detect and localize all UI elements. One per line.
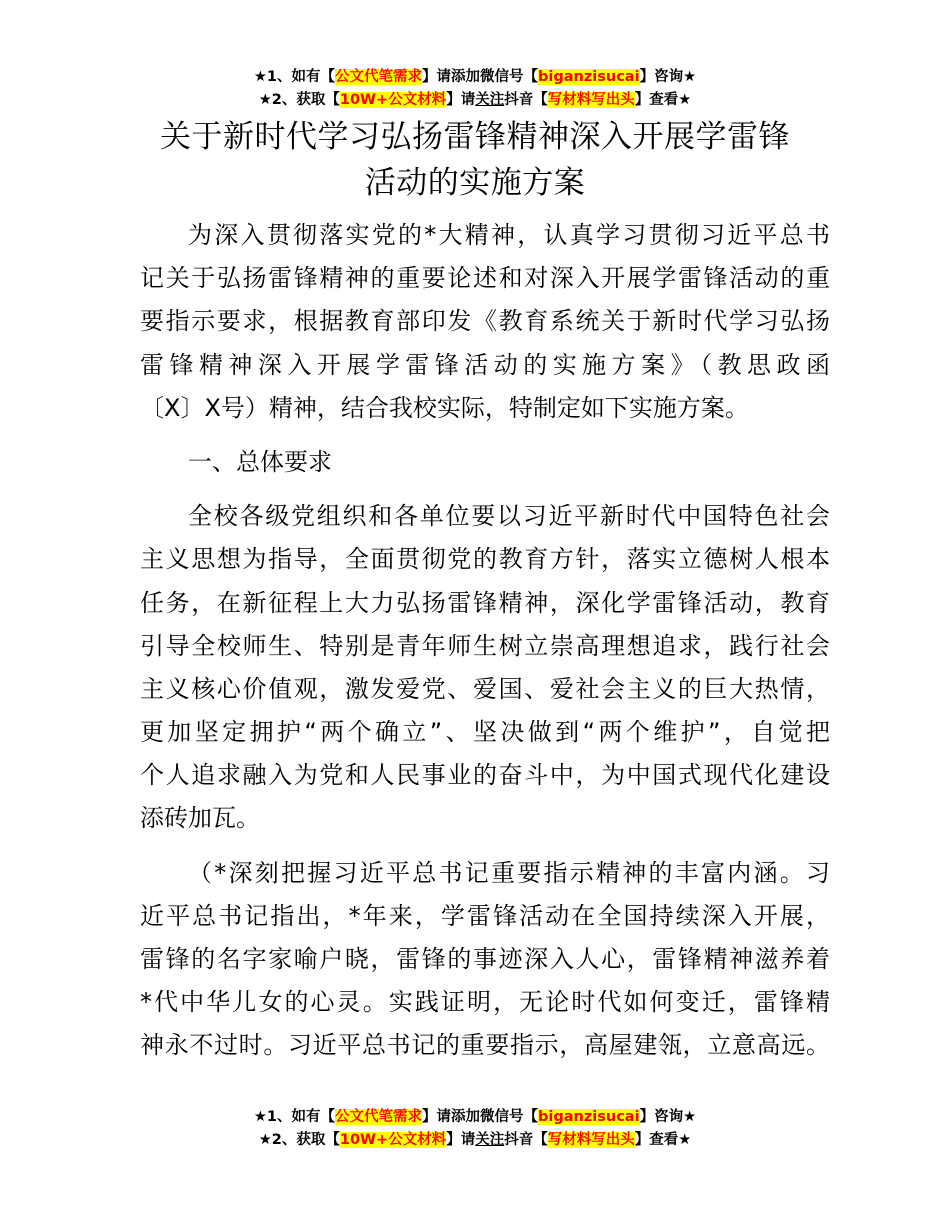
footer-banner-line-2: ★2、获取【10W+公文材料】请关注抖音【写材料写出头】查看★	[258, 1132, 692, 1148]
highlight-douyin-account: 写材料写出头	[547, 92, 635, 108]
paragraph-line: 记关于弘扬雷锋精神的重要论述和对深入开展学雷锋活动的重	[140, 264, 830, 293]
paragraph-line: 为深入贯彻落实党的*大精神，认真学习贯彻习近平总书	[188, 221, 830, 249]
paragraph-line: 雷锋精神深入开展学雷锋活动的实施方案》（教思政函	[140, 350, 830, 379]
paragraph-intro	[140, 214, 830, 430]
section-heading-general-requirements	[140, 441, 830, 484]
title-line-1: 关于新时代学习弘扬雷锋精神深入开展学雷锋	[160, 119, 790, 155]
paragraph-line: 更加坚定拥护“两个确立”、坚决做到“两个维护”，自觉把	[140, 718, 830, 747]
paragraph-key-instructions	[140, 852, 830, 1068]
paragraph-line: 全校各级党组织和各单位要以习近平新时代中国特色社会	[188, 502, 830, 531]
underlined-follow: 关注	[475, 92, 505, 108]
paragraph-line: 个人追求融入为党和人民事业的奋斗中，为中国式现代化建设	[140, 761, 830, 790]
header-banner-line-1: ★1、如有【公文代笔需求】请添加微信号【biganzisucai】咨询★	[253, 69, 697, 85]
header-banner	[0, 66, 950, 112]
highlight-douyin-account: 写材料写出头	[547, 1132, 635, 1148]
paragraph-line: 引导全校师生、特别是青年师生树立崇高理想追求，践行社会	[140, 631, 830, 660]
paragraph-line: 〔X〕X号）精神，结合我校实际，特制定如下实施方案。	[140, 393, 749, 422]
paragraph-line: 主义核心价值观，激发爱党、爱国、爱社会主义的巨大热情，	[140, 674, 830, 703]
underlined-follow: 关注	[475, 1132, 505, 1148]
title-line-2: 活动的实施方案	[364, 165, 586, 201]
footer-banner-line-1: ★1、如有【公文代笔需求】请添加微信号【biganzisucai】咨询★	[253, 1109, 697, 1125]
paragraph-line: 神永不过时。习近平总书记的重要指示，高屋建瓴，立意高远。	[140, 1031, 830, 1060]
paragraph-line: 主义思想为指导，全面贯彻党的教育方针，落实立德树人根本	[140, 545, 830, 574]
footer-banner	[0, 1106, 950, 1152]
paragraph-line: 要指示要求，根据教育部印发《教育系统关于新时代学习弘扬	[140, 307, 830, 336]
header-banner-line-2: ★2、获取【10W+公文材料】请关注抖音【写材料写出头】查看★	[258, 92, 692, 108]
highlight-ghostwriting: 公文代笔需求	[335, 1109, 423, 1125]
document-body	[140, 214, 830, 1079]
highlight-wechat-id: biganzisucai	[538, 69, 640, 85]
paragraph-line: 添砖加瓦。	[140, 804, 260, 833]
section-heading: 一、总体要求	[188, 447, 332, 476]
paragraph-line: 任务，在新征程上大力弘扬雷锋精神，深化学雷锋活动，教育	[140, 588, 830, 617]
paragraph-line: *代中华儿女的心灵。实践证明，无论时代如何变迁，雷锋精	[140, 988, 830, 1017]
paragraph-general-requirements	[140, 495, 830, 841]
paragraph-line: （*深刻把握习近平总书记重要指示精神的丰富内涵。习	[188, 858, 830, 887]
highlight-ghostwriting: 公文代笔需求	[335, 69, 423, 85]
highlight-materials: 10W+公文材料	[339, 1132, 447, 1148]
highlight-wechat-id: biganzisucai	[538, 1109, 640, 1125]
paragraph-line: 雷锋的名字家喻户晓，雷锋的事迹深入人心，雷锋精神滋养着	[140, 945, 830, 973]
highlight-materials: 10W+公文材料	[339, 92, 447, 108]
paragraph-line: 近平总书记指出，*年来，学雷锋活动在全国持续深入开展，	[140, 901, 830, 930]
document-title	[0, 114, 950, 206]
